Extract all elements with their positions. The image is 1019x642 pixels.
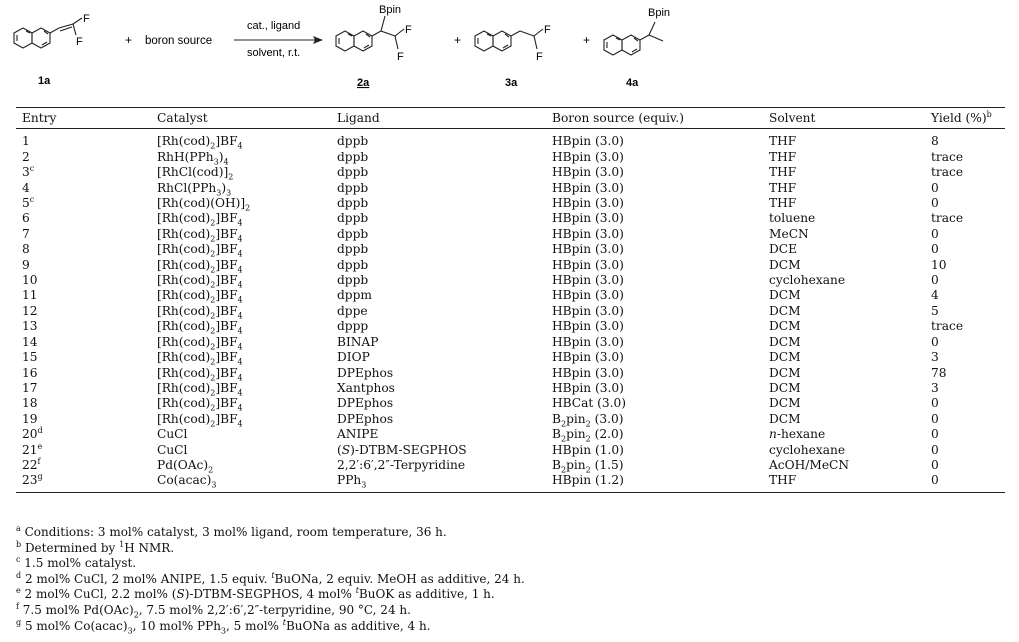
yield-cell: 0 [931, 196, 939, 211]
ligand-cell: dppb [337, 149, 369, 164]
ligand-cell: dppm [337, 288, 372, 303]
boron-source-cell: HBpin (3.0) [552, 288, 624, 303]
yield-cell: 0 [931, 427, 939, 442]
header-boron-source: Boron source (equiv.) [552, 111, 684, 125]
solvent-cell: cyclohexane [769, 273, 846, 288]
entry-cell: 7 [22, 226, 30, 241]
entry-cell: 18 [22, 396, 38, 411]
solvent-cell: THF [769, 180, 797, 195]
entry-cell: 16 [22, 365, 38, 380]
ligand-cell: dppb [337, 196, 369, 211]
footnote: $^d$ 2 mol% CuCl, 2 mol% ANIPE, 1.5 equiv. $^t$BuONa, 2 equiv. MeOH as additive, 24 h. [16, 570, 525, 586]
yield-cell: 8 [931, 134, 939, 149]
table-row [16, 304, 1005, 319]
table-row [16, 150, 1005, 165]
ligand-cell: BINAP [337, 334, 379, 349]
catalyst-cell: $[Rh(cod)_2]BF_4$ [157, 334, 243, 352]
boron-source-cell: $B_2pin_2$ (2.0) [552, 427, 624, 444]
solvent-cell: DCM [769, 288, 801, 303]
ligand-cell: dppb [337, 134, 369, 149]
entry-cell: 1 [22, 134, 30, 149]
entry-cell: 21e [22, 441, 43, 457]
entry-cell: 4 [22, 180, 30, 195]
ligand-cell: dppp [337, 319, 369, 334]
catalyst-cell: $[Rh(cod)_2]BF_4$ [157, 411, 243, 429]
table-row [16, 211, 1005, 226]
boron-source-cell: HBpin (3.0) [552, 211, 624, 226]
atom-label: F [83, 13, 90, 25]
catalyst-cell: CuCl [157, 442, 188, 457]
yield-cell: 0 [931, 396, 939, 411]
catalyst-cell: $[Rh(cod)_2]BF_4$ [157, 226, 243, 244]
compound-label-1a: 1a [38, 75, 51, 87]
boron-source-cell: HBpin (3.0) [552, 242, 624, 257]
boron-source-cell: HBpin (3.0) [552, 350, 624, 365]
entry-cell: 19 [22, 411, 38, 426]
solvent-cell: cyclohexane [769, 442, 846, 457]
catalyst-cell: $[Rh(cod)_2]BF_4$ [157, 303, 243, 321]
entry-cell: 15 [22, 350, 38, 365]
plus-sign: + [454, 33, 462, 47]
solvent-cell: DCM [769, 411, 801, 426]
atom-label: F [397, 51, 404, 63]
yield-cell: 0 [931, 242, 939, 257]
yield-cell: 0 [931, 226, 939, 241]
yield-cell: trace [931, 211, 964, 226]
ligand-cell: ANIPE [337, 427, 379, 442]
boron-source-cell: HBpin (3.0) [552, 226, 624, 241]
boron-source-cell: HBpin (3.0) [552, 380, 624, 395]
plus-sign: + [583, 33, 591, 47]
entry-cell: 3$^c$ [22, 164, 35, 180]
boron-source-cell: HBpin (3.0) [552, 365, 624, 380]
table-row [16, 458, 1005, 473]
solvent-cell: DCM [769, 365, 801, 380]
yield-cell: 78 [931, 365, 947, 380]
table-row [16, 196, 1005, 211]
reaction-scheme [0, 0, 1019, 100]
boron-source-cell: HBpin (3.0) [552, 319, 624, 334]
solvent-cell: DCM [769, 350, 801, 365]
ligand-cell: DIOP [337, 350, 370, 365]
footnote: $^a$ Conditions: 3 mol% catalyst, 3 mol% ligand, room temperature, 36 h. [16, 524, 447, 539]
boron-source-cell: HBpin (3.0) [552, 134, 624, 149]
table-row [16, 273, 1005, 288]
entry-cell: 2 [22, 149, 30, 164]
solvent-cell: DCE [769, 242, 797, 257]
solvent-cell: DCM [769, 319, 801, 334]
yield-cell: 0 [931, 442, 939, 457]
yield-cell: trace [931, 319, 964, 334]
boron-source-cell: HBpin (3.0) [552, 165, 624, 180]
catalyst-cell: $[Rh(cod)_2]BF_4$ [157, 211, 243, 228]
compound-3a-structure [475, 29, 543, 51]
entry-cell: 11 [22, 288, 38, 303]
yield-cell: 0 [931, 180, 939, 195]
catalyst-cell: $[Rh(cod)_2]BF_4$ [157, 350, 243, 367]
ligand-cell: dppb [337, 242, 369, 257]
solvent-cell: toluene [769, 211, 816, 226]
table-row [16, 412, 1005, 427]
yield-cell: 0 [931, 473, 939, 488]
entry-cell: 22$^f$ [22, 456, 41, 472]
solvent-cell: DCM [769, 334, 801, 349]
catalyst-cell: $[Rh(cod)_2]BF_4$ [157, 380, 243, 398]
yield-cell: 5 [931, 303, 939, 318]
yield-cell: 10 [931, 257, 947, 272]
arrow-above-label: cat., ligand [247, 20, 301, 32]
header-entry: Entry [22, 111, 57, 125]
compound-label-4a: 4a [626, 77, 639, 89]
solvent-cell: MeCN [769, 226, 809, 241]
boron-source-cell: HBpin (3.0) [552, 196, 624, 211]
arrow-below-label: solvent, r.t. [247, 47, 301, 59]
yield-cell: 3 [931, 350, 939, 365]
solvent-cell: DCM [769, 396, 801, 411]
ligand-cell: (S)-DTBM-SEGPHOS [337, 442, 467, 457]
table-body [16, 129, 1005, 492]
entry-cell: 9 [22, 257, 30, 272]
catalyst-cell: $[RhCl(cod)]_2$ [157, 165, 234, 182]
catalyst-cell: $[Rh(cod)_2]BF_4$ [157, 273, 243, 290]
yield-cell: 0 [931, 273, 939, 288]
boron-source-cell: $B_2pin_2$ (3.0) [552, 411, 624, 429]
table-row [16, 242, 1005, 257]
entry-cell: 20$^d$ [22, 426, 43, 442]
solvent-cell: THF [769, 165, 797, 180]
ligand-cell: dppb [337, 211, 369, 226]
entry-cell: 5$^c$ [22, 194, 35, 211]
yield-cell: 4 [931, 288, 939, 303]
table-row [16, 181, 1005, 196]
compound-label-2a: 2a [357, 77, 370, 89]
table-row [16, 427, 1005, 442]
catalyst-cell: CuCl [157, 427, 188, 442]
solvent-cell: THF [769, 196, 797, 211]
ligand-cell: dppb [337, 180, 369, 195]
ligand-cell: DPEphos [337, 365, 394, 380]
ligand-cell: dppb [337, 273, 369, 288]
entry-cell: 12 [22, 303, 38, 318]
entry-cell: 13 [22, 319, 38, 334]
catalyst-cell: $[Rh(cod)_2]BF_4$ [157, 396, 243, 413]
ligand-cell: PPh$_3$ [337, 473, 367, 490]
atom-label: F [405, 24, 412, 36]
catalyst-cell: $RhCl(PPh_3)_3$ [157, 180, 232, 198]
catalyst-cell: $[Rh(cod)(OH)]_2$ [157, 196, 251, 213]
ligand-cell: dppb [337, 165, 369, 180]
ligand-cell: dppb [337, 257, 369, 272]
entry-cell: 6 [22, 211, 30, 226]
compound-2a-structure [336, 16, 404, 51]
catalyst-cell: $Co(acac)_3$ [157, 473, 217, 490]
boron-source-cell: HBCat (3.0) [552, 396, 627, 411]
entry-cell: 14 [22, 334, 38, 349]
atom-label: Bpin [379, 4, 402, 16]
yield-cell: 0 [931, 334, 939, 349]
boron-source-cell: HBpin (3.0) [552, 180, 624, 195]
ligand-cell: dppe [337, 303, 368, 318]
catalyst-cell: $RhH(PPh_3)_4$ [157, 149, 229, 167]
solvent-cell: DCM [769, 380, 801, 395]
entry-cell: 23$^g$ [22, 472, 43, 488]
atom-label: F [536, 51, 543, 63]
boron-source-cell: HBpin (1.0) [552, 442, 624, 457]
ligand-cell: 2,2′:6′,2″-Terpyridine [337, 457, 466, 472]
table-footnotes [16, 525, 1005, 634]
compound-1a-structure [14, 18, 82, 48]
header-solvent: Solvent [769, 111, 816, 125]
table-row [16, 258, 1005, 273]
table-row [16, 473, 1005, 492]
catalyst-cell: $[Rh(cod)_2]BF_4$ [157, 134, 243, 151]
catalyst-cell: $[Rh(cod)_2]BF_4$ [157, 365, 243, 382]
boron-source-cell: HBpin (3.0) [552, 273, 624, 288]
solvent-cell: DCM [769, 257, 801, 272]
table-row [16, 129, 1005, 150]
yield-cell: trace [931, 165, 964, 180]
reagent-label: boron source [145, 35, 213, 47]
table-row [16, 381, 1005, 396]
header-yield: Yield (%)$^b$ [931, 109, 992, 125]
catalyst-cell: $Pd(OAc)_2$ [157, 457, 214, 475]
solvent-cell: THF [769, 473, 797, 488]
optimization-table [16, 107, 1005, 493]
solvent-cell: THF [769, 134, 797, 149]
yield-cell: 0 [931, 411, 939, 426]
catalyst-cell: $[Rh(cod)_2]BF_4$ [157, 319, 243, 336]
footnote: $^b$ Determined by $^1$H NMR. [16, 539, 175, 555]
footnote: $^e$ 2 mol% CuCl, 2.2 mol% (S)-DTBM-SEGPHOS, 4 mol% $^t$BuOK as additive, 1 h. [16, 586, 495, 602]
entry-cell: 17 [22, 380, 38, 395]
boron-source-cell: HBpin (3.0) [552, 257, 624, 272]
yield-cell: 0 [931, 457, 939, 472]
table-row [16, 396, 1005, 411]
solvent-cell: AcOH/MeCN [769, 457, 850, 472]
plus-sign: + [125, 33, 133, 47]
solvent-cell: n-hexane [769, 427, 826, 442]
table-row [16, 319, 1005, 334]
boron-source-cell: HBpin (3.0) [552, 334, 624, 349]
footnote: $^c$ 1.5 mol% catalyst. [16, 555, 137, 571]
catalyst-cell: $[Rh(cod)_2]BF_4$ [157, 242, 243, 259]
header-ligand: Ligand [337, 111, 380, 125]
ligand-cell: DPEphos [337, 411, 394, 426]
table-row [16, 288, 1005, 303]
table-row [16, 350, 1005, 365]
compound-4a-structure [604, 22, 663, 55]
ligand-cell: DPEphos [337, 396, 394, 411]
table-row [16, 227, 1005, 242]
catalyst-cell: $[Rh(cod)_2]BF_4$ [157, 288, 243, 305]
yield-cell: 3 [931, 380, 939, 395]
boron-source-cell: HBpin (1.2) [552, 473, 624, 488]
solvent-cell: THF [769, 149, 797, 164]
boron-source-cell: HBpin (3.0) [552, 303, 624, 318]
table-row [16, 335, 1005, 350]
compound-label-3a: 3a [505, 77, 518, 89]
table-row [16, 366, 1005, 381]
footnote: $^f$ 7.5 mol% $Pd(OAc)_2$, 7.5 mol% 2,2′:6′,2″-terpyridine, 90 °C, 24 h. [16, 601, 411, 620]
atom-label: F [76, 36, 83, 48]
yield-cell: trace [931, 149, 964, 164]
ligand-cell: Xantphos [337, 380, 395, 395]
boron-source-cell: $B_2pin_2$ (1.5) [552, 457, 624, 475]
catalyst-cell: $[Rh(cod)_2]BF_4$ [157, 257, 243, 275]
footnote: $^g$ 5 mol% $Co(acac)_3$, 10 mol% PPh$_3$, 5 mol% $^t$BuONa as additive, 4 h. [16, 617, 431, 635]
table-header-row [16, 108, 1005, 129]
solvent-cell: DCM [769, 303, 801, 318]
boron-source-cell: HBpin (3.0) [552, 149, 624, 164]
table-row [16, 443, 1005, 458]
ligand-cell: dppb [337, 226, 369, 241]
table-row [16, 165, 1005, 180]
entry-cell: 10 [22, 273, 38, 288]
atom-label: Bpin [648, 7, 671, 19]
entry-cell: 8 [22, 242, 30, 257]
header-catalyst: Catalyst [157, 111, 208, 125]
atom-label: F [544, 24, 551, 36]
